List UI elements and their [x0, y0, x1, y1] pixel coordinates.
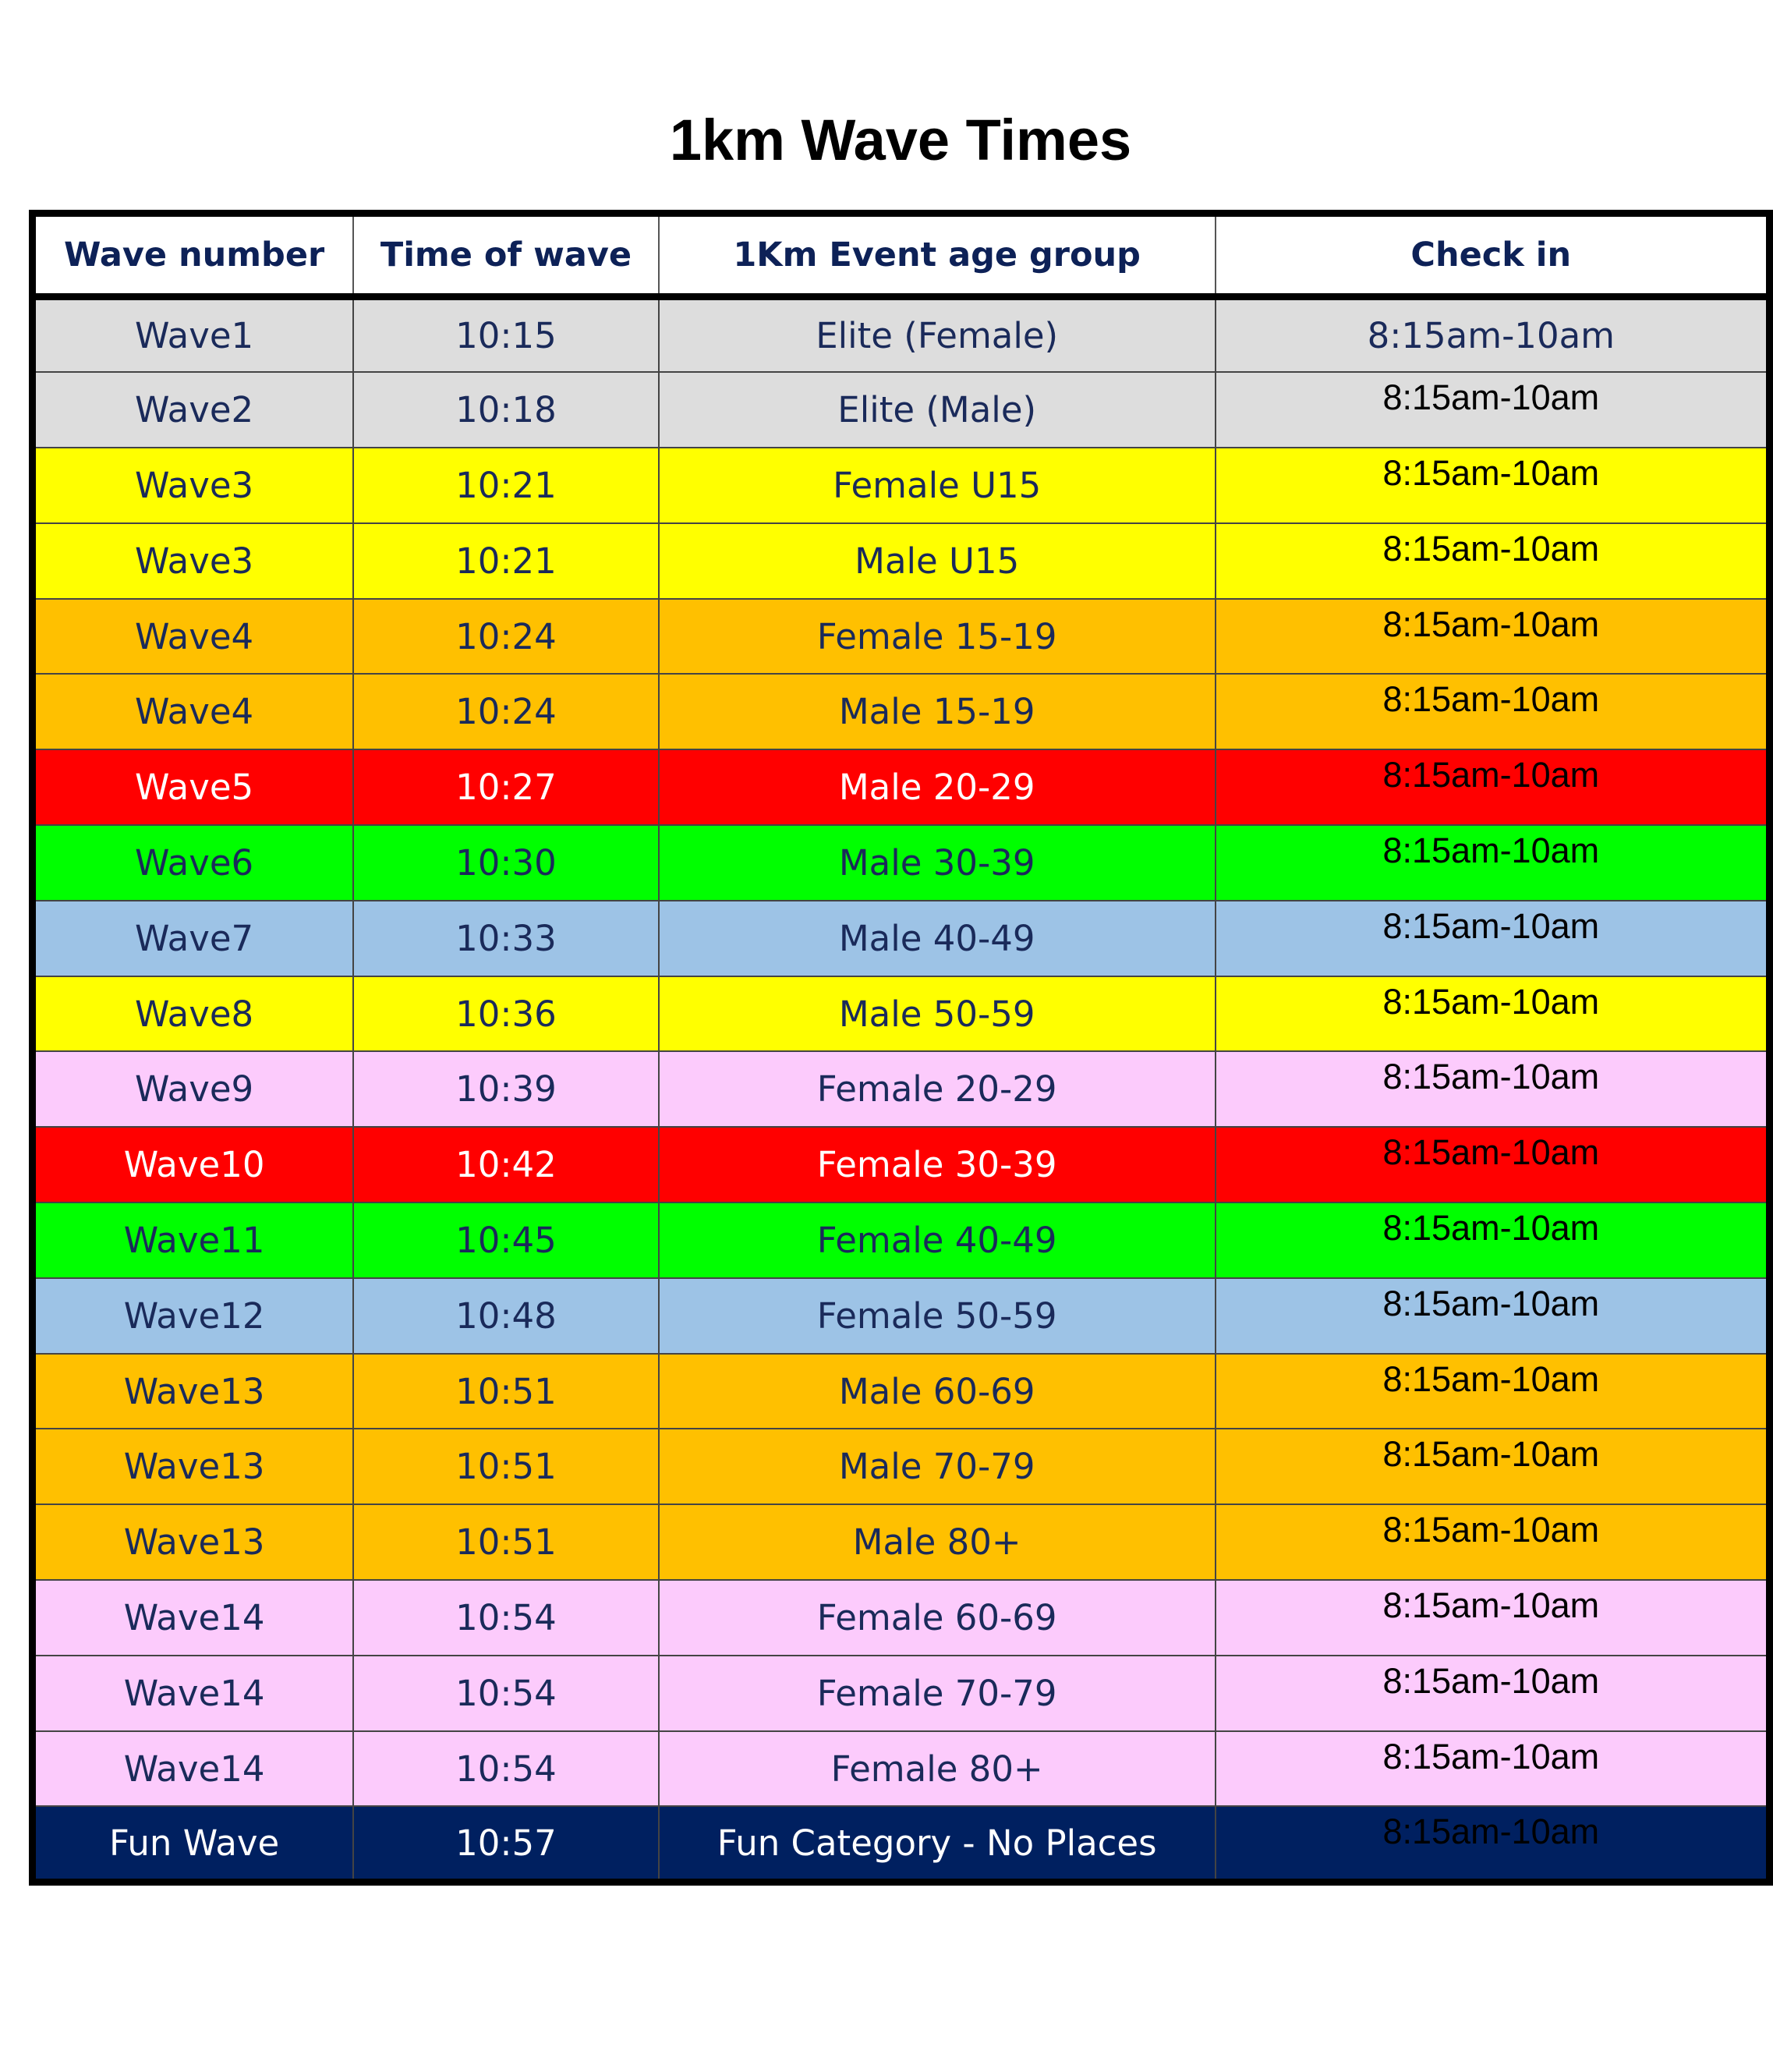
- table-row: [33, 1202, 1770, 1278]
- wave-number-cell: Wave2: [33, 372, 354, 448]
- table-row: [33, 1806, 1770, 1882]
- table-row: [33, 523, 1770, 599]
- wave-time-cell: 10:54: [353, 1656, 659, 1731]
- check-in-cell: 8:15am-10am: [1216, 674, 1770, 749]
- age-group-cell: Female U15: [659, 448, 1216, 523]
- age-group-cell: Male 70-79: [659, 1429, 1216, 1504]
- check-in-cell: 8:15am-10am: [1216, 1731, 1770, 1807]
- check-in-cell: 8:15am-10am: [1216, 1806, 1770, 1882]
- wave-number-cell: Wave6: [33, 825, 354, 901]
- table-body: [33, 297, 1770, 1883]
- table-row: [33, 448, 1770, 523]
- age-group-cell: Male 60-69: [659, 1354, 1216, 1429]
- table-row: [33, 372, 1770, 448]
- check-in-cell: 8:15am-10am: [1216, 1127, 1770, 1202]
- table-header-row: [33, 214, 1770, 297]
- table-row: [33, 976, 1770, 1052]
- age-group-cell: Male 80+: [659, 1504, 1216, 1580]
- table-row: [33, 599, 1770, 675]
- age-group-cell: Female 80+: [659, 1731, 1216, 1807]
- wave-number-cell: Wave8: [33, 976, 354, 1052]
- table-row: [33, 1504, 1770, 1580]
- age-group-cell: Male 15-19: [659, 674, 1216, 749]
- age-group-cell: Fun Category - No Places: [659, 1806, 1216, 1882]
- age-group-cell: Female 60-69: [659, 1580, 1216, 1656]
- wave-time-cell: 10:36: [353, 976, 659, 1052]
- wave-number-cell: Wave13: [33, 1504, 354, 1580]
- check-in-cell: 8:15am-10am: [1216, 1580, 1770, 1656]
- wave-number-cell: Wave12: [33, 1278, 354, 1354]
- table-row: [33, 1731, 1770, 1807]
- wave-time-cell: 10:24: [353, 599, 659, 675]
- wave-time-cell: 10:42: [353, 1127, 659, 1202]
- age-group-cell: Male 20-29: [659, 749, 1216, 825]
- table-row: [33, 1354, 1770, 1429]
- wave-number-cell: Wave3: [33, 523, 354, 599]
- header-wave-number: Wave number: [33, 214, 354, 297]
- wave-number-cell: Wave14: [33, 1580, 354, 1656]
- wave-number-cell: Wave14: [33, 1731, 354, 1807]
- age-group-cell: Female 40-49: [659, 1202, 1216, 1278]
- age-group-cell: Elite (Male): [659, 372, 1216, 448]
- age-group-cell: Female 70-79: [659, 1656, 1216, 1731]
- wave-time-cell: 10:24: [353, 674, 659, 749]
- wave-number-cell: Wave4: [33, 674, 354, 749]
- table-row: [33, 1429, 1770, 1504]
- check-in-cell: 8:15am-10am: [1216, 749, 1770, 825]
- wave-number-cell: Wave4: [33, 599, 354, 675]
- wave-number-cell: Fun Wave: [33, 1806, 354, 1882]
- age-group-cell: Female 15-19: [659, 599, 1216, 675]
- check-in-cell: 8:15am-10am: [1216, 297, 1770, 373]
- wave-number-cell: Wave14: [33, 1656, 354, 1731]
- wave-time-cell: 10:51: [353, 1504, 659, 1580]
- wave-time-cell: 10:33: [353, 901, 659, 976]
- check-in-cell: 8:15am-10am: [1216, 901, 1770, 976]
- check-in-cell: 8:15am-10am: [1216, 1278, 1770, 1354]
- age-group-cell: Male 50-59: [659, 976, 1216, 1052]
- check-in-cell: 8:15am-10am: [1216, 1354, 1770, 1429]
- wave-number-cell: Wave13: [33, 1429, 354, 1504]
- wave-number-cell: Wave11: [33, 1202, 354, 1278]
- wave-time-cell: 10:51: [353, 1354, 659, 1429]
- check-in-cell: 8:15am-10am: [1216, 1504, 1770, 1580]
- table-row: [33, 1278, 1770, 1354]
- header-check-in: Check in: [1216, 214, 1770, 297]
- wave-number-cell: Wave9: [33, 1051, 354, 1127]
- age-group-cell: Female 20-29: [659, 1051, 1216, 1127]
- table-row: [33, 674, 1770, 749]
- check-in-cell: 8:15am-10am: [1216, 1656, 1770, 1731]
- wave-number-cell: Wave3: [33, 448, 354, 523]
- check-in-cell: 8:15am-10am: [1216, 1051, 1770, 1127]
- check-in-cell: 8:15am-10am: [1216, 976, 1770, 1052]
- wave-time-cell: 10:18: [353, 372, 659, 448]
- check-in-cell: 8:15am-10am: [1216, 372, 1770, 448]
- check-in-cell: 8:15am-10am: [1216, 448, 1770, 523]
- wave-time-cell: 10:27: [353, 749, 659, 825]
- age-group-cell: Male 30-39: [659, 825, 1216, 901]
- check-in-cell: 8:15am-10am: [1216, 1202, 1770, 1278]
- wave-times-table: [29, 210, 1773, 1886]
- check-in-cell: 8:15am-10am: [1216, 599, 1770, 675]
- table-row: [33, 749, 1770, 825]
- table-row: [33, 1656, 1770, 1731]
- age-group-cell: Male 40-49: [659, 901, 1216, 976]
- check-in-cell: 8:15am-10am: [1216, 825, 1770, 901]
- table-row: [33, 1580, 1770, 1656]
- check-in-cell: 8:15am-10am: [1216, 1429, 1770, 1504]
- table-row: [33, 1127, 1770, 1202]
- wave-time-cell: 10:57: [353, 1806, 659, 1882]
- wave-number-cell: Wave5: [33, 749, 354, 825]
- check-in-cell: 8:15am-10am: [1216, 523, 1770, 599]
- age-group-cell: Male U15: [659, 523, 1216, 599]
- table-row: [33, 901, 1770, 976]
- table-row: [33, 297, 1770, 373]
- table-row: [33, 1051, 1770, 1127]
- wave-time-cell: 10:45: [353, 1202, 659, 1278]
- header-time-of-wave: Time of wave: [353, 214, 659, 297]
- wave-time-cell: 10:39: [353, 1051, 659, 1127]
- age-group-cell: Elite (Female): [659, 297, 1216, 373]
- wave-number-cell: Wave7: [33, 901, 354, 976]
- wave-number-cell: Wave10: [33, 1127, 354, 1202]
- wave-time-cell: 10:54: [353, 1731, 659, 1807]
- age-group-cell: Female 30-39: [659, 1127, 1216, 1202]
- wave-number-cell: Wave1: [33, 297, 354, 373]
- wave-time-cell: 10:51: [353, 1429, 659, 1504]
- wave-time-cell: 10:21: [353, 523, 659, 599]
- wave-time-cell: 10:54: [353, 1580, 659, 1656]
- wave-time-cell: 10:15: [353, 297, 659, 373]
- wave-time-cell: 10:30: [353, 825, 659, 901]
- wave-time-cell: 10:21: [353, 448, 659, 523]
- table-row: [33, 825, 1770, 901]
- wave-number-cell: Wave13: [33, 1354, 354, 1429]
- wave-time-cell: 10:48: [353, 1278, 659, 1354]
- header-age-group: 1Km Event age group: [659, 214, 1216, 297]
- age-group-cell: Female 50-59: [659, 1278, 1216, 1354]
- page-title: 1km Wave Times: [669, 108, 1132, 172]
